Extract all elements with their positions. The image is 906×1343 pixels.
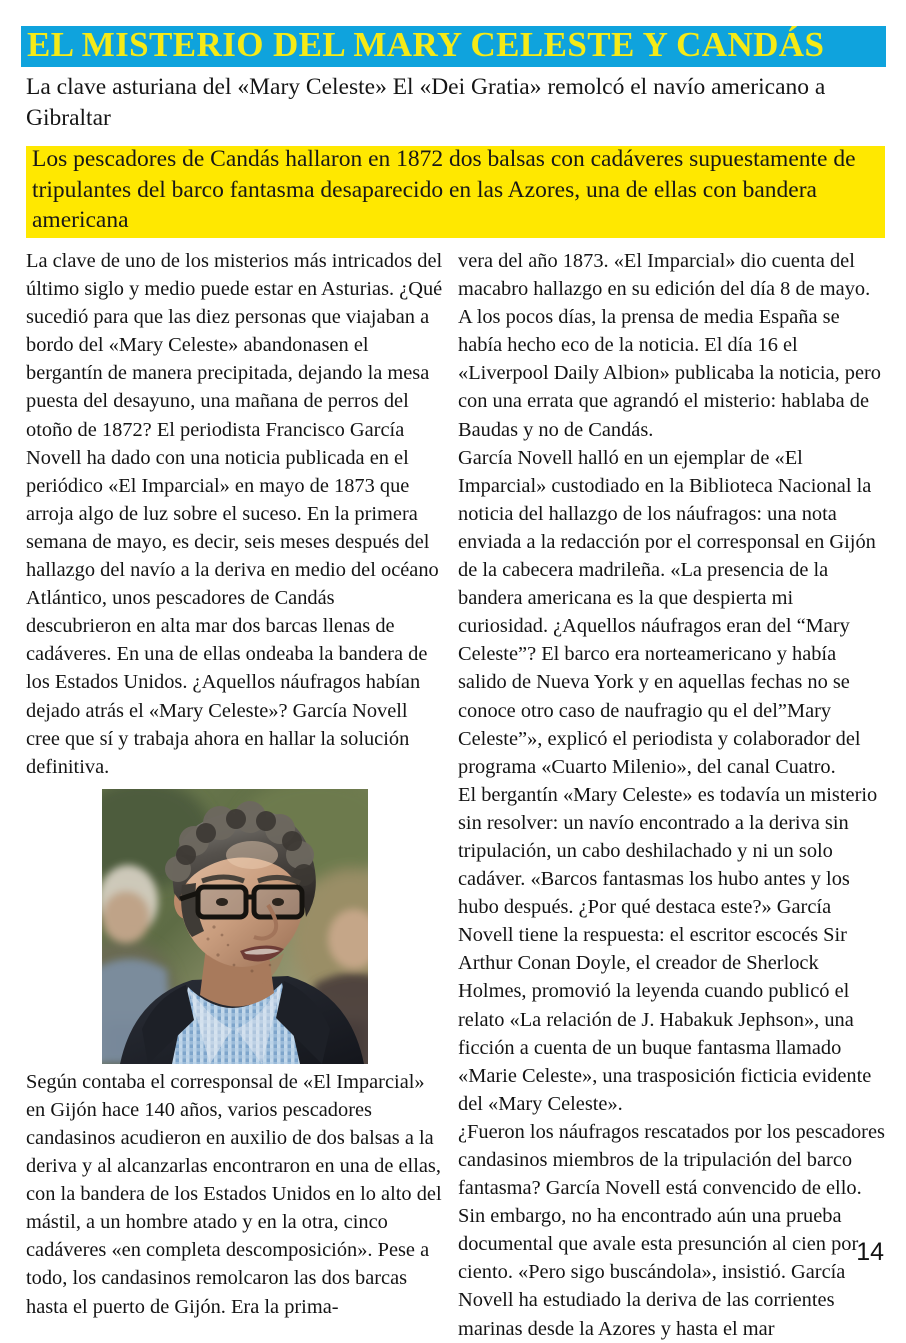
summary-highlight-block [26, 146, 885, 238]
photo-caption: Según contaba el corresponsal de «El Imparcial» en Gijón hace 140 años, varios pescadores candasinos acudieron en auxilio de dos balsas a la deriva y al alcanzarlas encontraron en una de ellas, con la bandera de los Estados Unidos en lo alto del mástil, a un hombre atado y en la otra, cinco cadáveres «en completa descomposición». Pese a todo, los candasinos remolcaron las dos barcas hasta el puerto de Gijón. Era la prima- [26, 1070, 442, 1318]
paragraph: El bergantín «Mary Celeste» es todavía un misterio sin resolver: un navío encontrado a la deriva sin tripulación, un cabo deshilachado y ni un solo cadáver. «Barcos fantasmas los hubo antes y los hubo después. ¿Por qué destaca este?» García Novell tiene la respuesta: el escritor escocés Sir Arthur Conan Doyle, el creador de Sherlock Holmes, promovió la leyenda cuando publicó el relato «La relación de J. Habakuk Jephson», una ficción a cuenta de un buque fantasma llamado «Marie Celeste», una trasposición ficticia evidente del «Mary Celeste». [458, 783, 878, 1115]
paragraph: La clave de uno de los misterios más intricados del último siglo y medio puede estar en Asturias. ¿Qué sucedió para que las diez personas que viajaban a bordo del «Mary Celeste» abandonasen el bergantín de manera precipitada, dejando la mesa puesta del desayuno, una mañana de perros del otoño de 1872? El periodista Francisco García Novell ha dado con una noticia publicada en el periódico «El Imparcial» en mayo de 1873 que arroja algo de luz sobre el suceso. En la primera semana de mayo, es decir, seis meses después del hallazgo del navío a la deriva en medio del océano Atlántico, unos pescadores de Candás descubrieron en alta mar dos barcas llenas de cadáveres. En una de ellas ondeaba la bandera de los Estados Unidos. ¿Aquellos náufragos habían dejado atrás el «Mary Celeste»? García Novell cree que sí y trabaja ahora en hallar la solución definitiva. [26, 250, 443, 778]
article-photo [102, 789, 368, 1064]
page-title: EL MISTERIO DEL MARY CELESTE Y CANDÁS [27, 26, 825, 64]
headline-banner [21, 26, 886, 67]
page-number: 14 [856, 1238, 884, 1266]
body-column-left [26, 247, 443, 1321]
portrait-illustration [102, 789, 368, 1064]
body-column-right [458, 247, 886, 1343]
paragraph: vera del año 1873. «El Imparcial» dio cuenta del macabro hallazgo en su edición del día 8 de mayo. A los pocos días, la prensa de media España se había hecho eco de la noticia. El día 16 el «Liverpool Daily Albion» publicaba la noticia, pero con una errata que agrandó el misterio: hablaba de Baudas y no de Candás. [458, 250, 881, 441]
paragraph: ¿Fueron los náufragos rescatados por los pescadores candasinos miembros de la tripulación del barco fantasma? García Novell está convencido de ello. Sin embargo, no ha encontrado aún una prueba documental que avale esta presunción al cien por ciento. «Pero sigo buscándola», insistió. García Novell ha estudiado la deriva de las corrientes marinas desde la Azores y hasta el mar [458, 1120, 885, 1340]
paragraph: García Novell halló en un ejemplar de «El Imparcial» custodiado en la Biblioteca Nacional la noticia del hallazgo de los náufragos: una nota enviada a la redacción por el corresponsal en Gijón de la cabecera madrileña. «La presencia de la bandera americana es la que despierta mi curiosidad. ¿Aquellos náufragos eran del “Mary Celeste”? El barco era norteamericano y había salido de Nueva York y en aquellas fechas no se conoce otro caso de naufragio qu el del”Mary Celeste”», explicó el periodista y colaborador del programa «Cuarto Milenio», del canal Cuatro. [458, 446, 876, 778]
summary-text: Los pescadores de Candás hallaron en 1872 dos balsas con cadáveres supuestamente de tripulantes del barco fantasma desaparecido en las Azores, una de ellas con bandera americana [32, 146, 856, 234]
deck-text: La clave asturiana del «Mary Celeste» El «Dei Gratia» remolcó el navío americano a Gibraltar [26, 74, 826, 131]
